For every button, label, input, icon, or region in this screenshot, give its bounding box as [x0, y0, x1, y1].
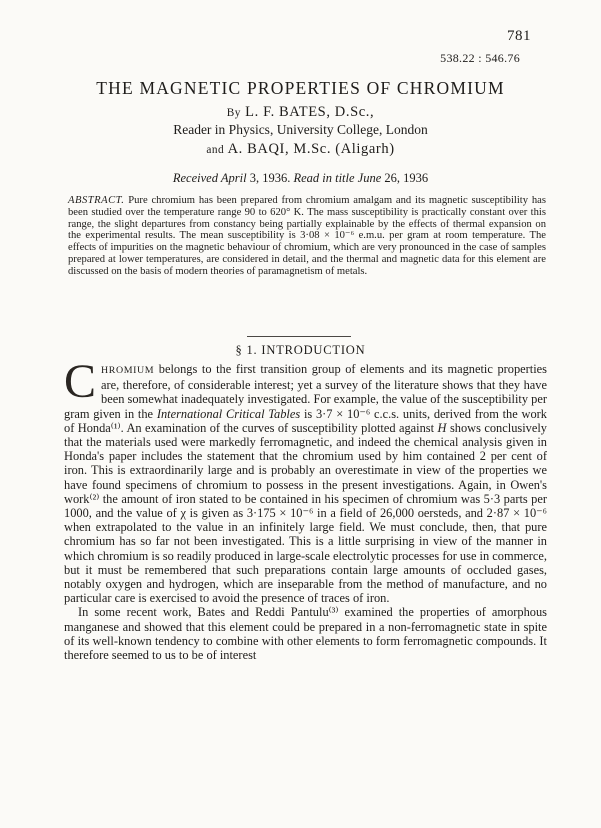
author1-affiliation: Reader in Physics, University College, London: [173, 122, 428, 137]
abstract: [68, 195, 546, 277]
read-label: Read in title: [293, 171, 355, 185]
classification-code: 538.22 : 546.76: [440, 51, 520, 65]
received-label: Received: [172, 171, 218, 185]
author-line-2: [0, 141, 601, 158]
read-date: 26, 1936: [384, 171, 429, 185]
body-text: [64, 355, 547, 663]
article-title: THE MAGNETIC PROPERTIES OF CHROMIUM: [96, 78, 505, 98]
abstract-text: Pure chromium has been prepared from chromium amalgam and its magnetic susceptibility has been studied over the temperature range 90 to 620° K. The mass susceptibility is practically constant over this range, the slight departures from constancy being partially explainable by the effects of thermal expansion on the experimental results. The mean susceptibility is 3·08 × 10⁻⁶ e.m.u. per gram at room temperature. The effects of impurities on the magnetic behaviour of chromium, which are very pronounced in the case of samples prepared at lower temperatures, are considered in detail, and the thermal and magnetic data for this element are discussed on the basis of modern theories of paramagnetism of metals.: [68, 195, 546, 277]
drop-cap: C: [64, 355, 97, 408]
paragraph-1-part-b: is 3·7 × 10⁻⁶ c.c.s. units, derived from the work of Honda⁽¹⁾. An examination of the curves of susceptibility plotted against: [64, 406, 547, 435]
paragraph-1: [64, 355, 547, 606]
h-symbol: H: [437, 420, 447, 435]
first-word: HROMIUM: [101, 365, 155, 376]
paragraph-2: In some recent work, Bates and Reddi Pantulu⁽³⁾ examined the properties of amorphous manganese and showed that this element could be prepared in a non-ferromagnetic state in spite of its well-known tendency to combine with other elements to form ferromagnetic compounds. It therefore seemed to us to be of interest: [64, 605, 547, 663]
ict-title: International Critical Tables: [156, 406, 301, 421]
divider: [247, 336, 351, 337]
author-line-1: [0, 104, 601, 121]
received-line: [0, 171, 601, 186]
paragraph-1-part-a: belongs to the first transition group of elements and its magnetic properties are, therefore, of considerable interest; yet a survey of the literature shows that they have been somewhat inadequately investigated. For example, the value of the susceptibility per gram given in the: [64, 362, 547, 421]
received-date: 3, 1936.: [249, 171, 291, 185]
page-number: 781: [507, 28, 531, 44]
and-prefix: and: [206, 144, 225, 156]
author1-name: L. F. BATES, D.Sc.,: [245, 104, 375, 120]
by-prefix: By: [226, 107, 241, 119]
paragraph-1-part-c: shows conclusively that the materials used were markedly ferromagnetic, and indeed the chemical analysis given in Honda's paper includes the statement that the chromium used by him contained 2 per cent of iron. This is extraordinarily large and is probably an overestimate in view of the properties we have found specimens of chromium to possess in the present investigations. Again, in Owen's work⁽²⁾ the amount of iron stated to be contained in his specimen of chromium was 5·3 parts per 1000, and the value of χ is given as 3·175 × 10⁻⁶ in a field of 26,000 oersteds, and 2·87 × 10⁻⁶ when extrapolated to the value in an infinitely large field. We must conclude, then, that pure chromium has so far not been investigated. This is a little surprising in view of the manner in which chromium is so readily produced in large-scale electrolytic processes for use in commerce, but it must be remembered that such preparations contain large amounts of occluded gases, notably oxygen and hydrogen, which are inseparable from the method of manufacture, and no particular care is exercised to avoid the presence of traces of iron.: [64, 420, 547, 606]
abstract-label: ABSTRACT.: [68, 195, 125, 206]
author2-name: A. BAQI, M.Sc. (Aligarh): [227, 141, 395, 157]
section-heading: § 1. INTRODUCTION: [235, 343, 366, 357]
read-month: June: [357, 171, 382, 185]
received-month: April: [220, 171, 247, 185]
